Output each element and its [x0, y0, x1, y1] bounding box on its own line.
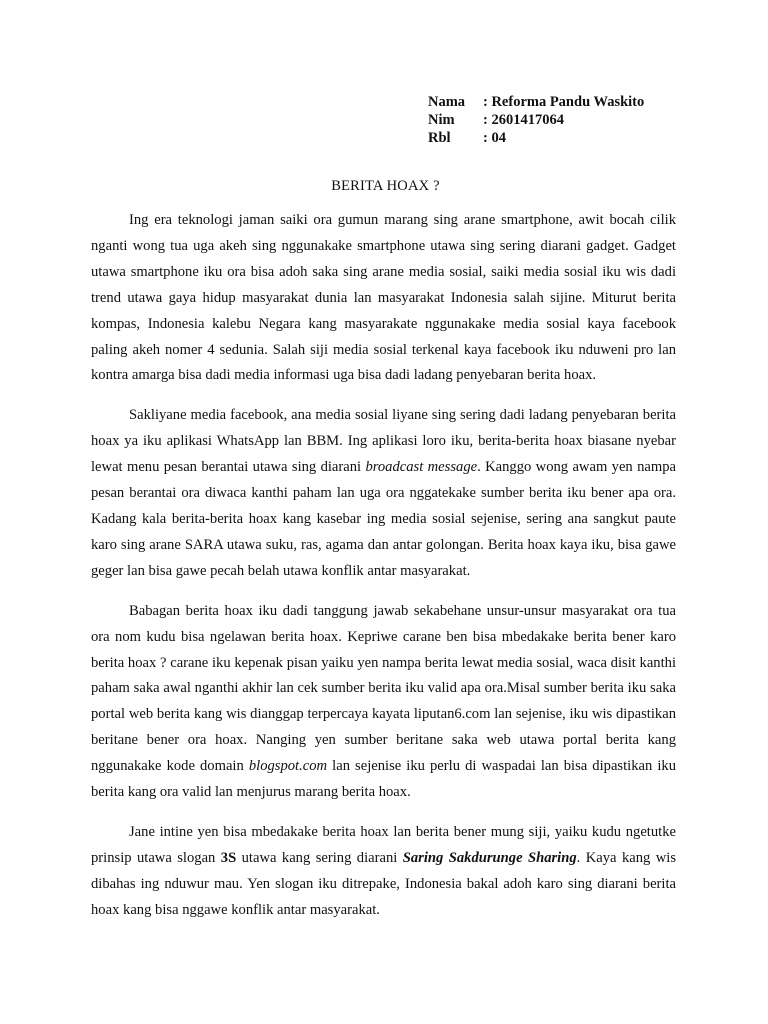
paragraph-3-emphasis: blogspot.com — [248, 758, 328, 775]
paragraph-3 — [91, 599, 676, 806]
document-body — [91, 208, 676, 924]
document-title — [0, 178, 768, 195]
nim-row — [428, 111, 644, 129]
paragraph-4-bold: 3S — [220, 849, 237, 866]
name-row — [428, 93, 644, 111]
paragraph-1 — [91, 208, 676, 389]
paragraph-4-text-a: Jane intine yen bisa mbedakake berita hoax lan berita bener mung siji, yaiku kudu ngetutke prinsip utawa slogan — [91, 823, 676, 866]
paragraph-1-text: Ing era teknologi jaman saiki ora gumun marang sing arane smartphone, awit bocah cilik nganti wong tua uga akeh sing nggunakake smartphone utawa sing sering diarani gadget. Gadget utawa smartphone iku ora bisa adoh saka sing arane media sosial, saiki media sosial iku wis dadi trend utawa gaya hidup masyarakat dunia lan masyarakat Indonesia salah sijine. Miturut berita kompas, Indonesia kalebu Negara kang masyarakate nggunakake media sosial kaya facebook paling akeh nomer 4 sedunia. Salah siji media sosial terkenal kaya facebook iku nduweni pro lan kontra amarga bisa dadi media informasi uga bisa dadi ladang penyebaran berita hoax. — [91, 212, 676, 384]
paragraph-3-text-a: Babagan berita hoax iku dadi tanggung jawab sekabehane unsur-unsur masyarakat ora tua ora nom kudu bisa ngelawan berita hoax. Kepriwe carane ben bisa mbedakake berita bener karo berita hoax ? carane iku kepenak pisan yaiku yen nampa berita lewat media sosial, waca disit kanthi paham saka awal nganthi akhir lan cek sumber berita iku valid apa ora.Misal sumber berita iku saka portal web berita kang wis dianggap terpercaya kayata liputan6.com lan sejenise, iku wis dipastikan beritane bener ora hoax. Nanging yen sumber beritane saka web utawa portal berita kang nggunakake kode domain — [91, 602, 676, 775]
paragraph-4 — [91, 820, 676, 924]
paragraph-2 — [91, 403, 676, 584]
name-label: Nama — [428, 94, 466, 110]
paragraph-4-text-b: utawa kang sering diarani — [236, 849, 403, 866]
document-title-text: BERITA HOAX ? — [331, 178, 440, 194]
nim-value: : 2601417064 — [483, 112, 564, 128]
nim-label: Nim — [428, 112, 455, 128]
rbl-row — [428, 129, 644, 147]
paragraph-3-text-b: lan sejenise iku perlu di waspadai lan bisa dipastikan iku berita kang ora valid lan menjurus marang berita hoax. — [91, 758, 676, 801]
rbl-label: Rbl — [428, 130, 451, 146]
student-info — [428, 93, 644, 147]
name-value: : Reforma Pandu Waskito — [483, 94, 645, 110]
paragraph-2-emphasis: broadcast message — [365, 459, 478, 476]
paragraph-2-text-a: Sakliyane media facebook, ana media sosial liyane sing sering dadi ladang penyebaran berita hoax ya iku aplikasi WhatsApp lan BBM. Ing aplikasi loro iku, berita-berita hoax biasane nyebar lewat menu pesan berantai utawa sing diarani — [91, 407, 676, 476]
paragraph-2-text-b: . Kanggo wong awam yen nampa pesan berantai ora diwaca kanthi paham lan uga ora nggatekake sumber berita iku bener apa ora. Kadang kala berita-berita hoax kang kasebar ing media sosial sejenise, sering ana sangkut paute karo sing arane SARA utawa suku, ras, agama dan antar golongan. Berita hoax kaya iku, bisa gawe geger lan bisa gawe pecah belah utawa konflik antar masyarakat. — [91, 459, 676, 579]
rbl-value: : 04 — [483, 130, 506, 146]
paragraph-4-slogan: Saring Sakdurunge Sharing — [402, 849, 577, 866]
paragraph-4-text-c: . Kaya kang wis dibahas ing nduwur mau. Yen slogan iku ditrepake, Indonesia bakal adoh karo sing diarani berita hoax kang bisa nggawe konflik antar masyarakat. — [91, 849, 677, 918]
